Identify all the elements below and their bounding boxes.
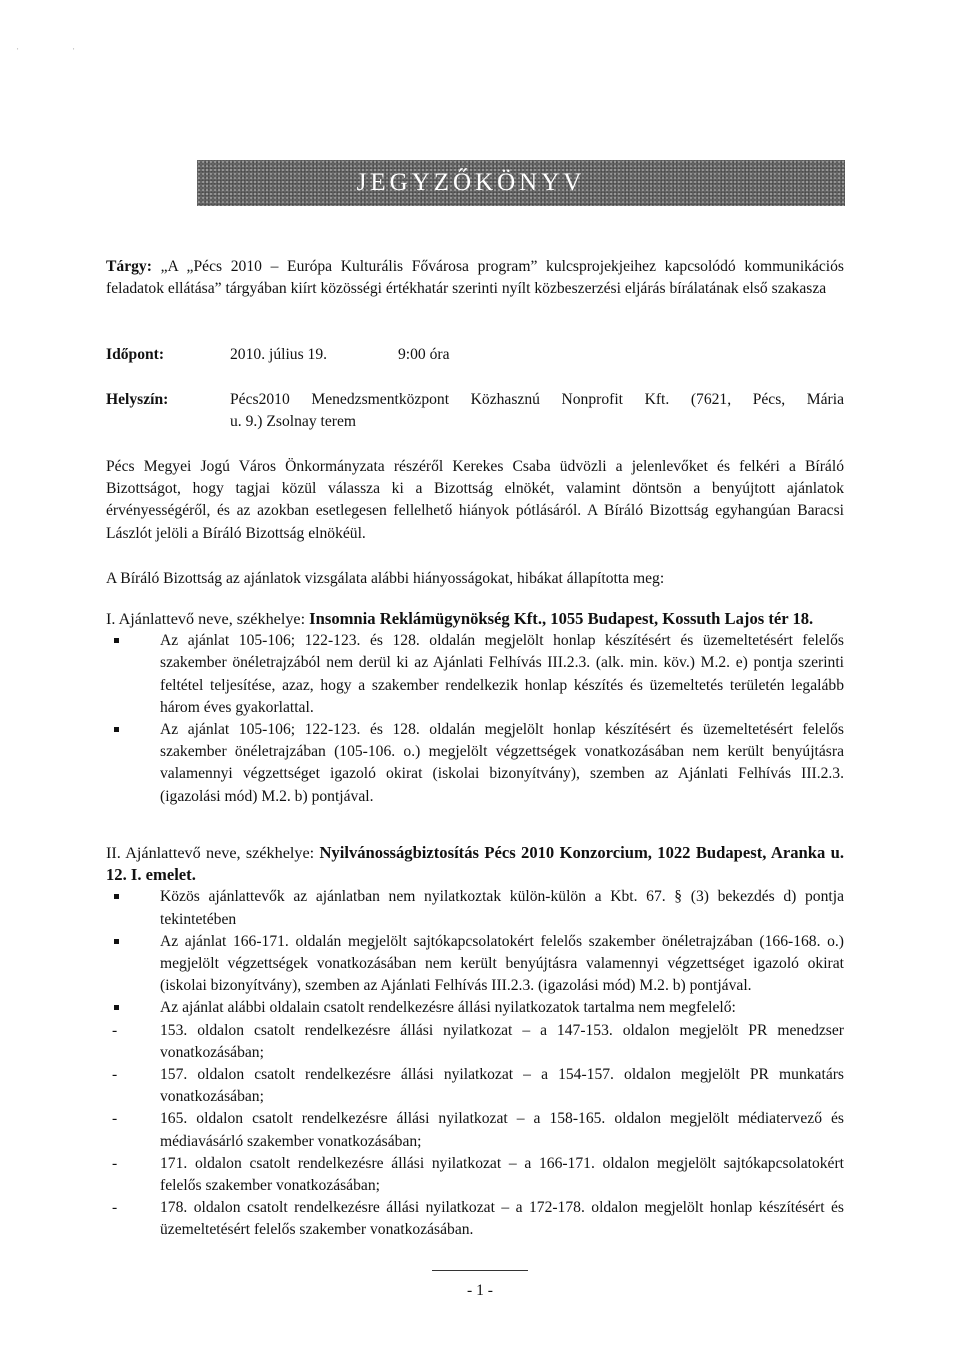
list-item: Az ajánlat 105-106; 122-123. és 128. oldalán megjelölt honlap készítésért és üzemeltetésért felelős szakember önéletrajzából nem derül ki az Ajánlati Felhívás III.2.3. (alk. min. köv.) M.2. e) pontja szerinti feltétel teljesítése, azaz, hogy a szakember rendelkezik honlap készítés és üzemeltetés területén legalább három éves gyakorlattal. (106, 630, 844, 719)
dash-marker: - (112, 1154, 118, 1172)
place-value (230, 389, 844, 433)
list-item: Az ajánlat 105-106; 122-123. és 128. oldalán megjelölt honlap készítésért és üzemeltetésért felelős szakember önéletrajzában (105-106. o.) megjelölt végzettségek vonatkozásában nem került benyújtásra valamennyi végzettséget igazoló okirat (iskolai bizonyítvány), szemben az Ajánlati Felhívás III.2.3. (igazolási mód) M.2. b) pontjával. (106, 719, 844, 808)
section-2-heading (106, 842, 844, 886)
section-2-list (106, 886, 844, 1019)
section-2-prefix: II. Ajánlattevő neve, székhelye: (106, 844, 320, 862)
list-item: Közös ajánlattevők az ajánlatban nem nyilatkoztak külön-külön a Kbt. 67. § (3) bekezdés d) pontja tekintetében (106, 886, 844, 930)
footer-rule (432, 1270, 528, 1271)
list-item: Az ajánlat 166-171. oldalán megjelölt sajtókapcsolatokért felelős szakember önéletrajzában (166-168. o.) megjelölt végzettségek vonatkozásában nem került benyújtásra valamennyi végzettséget igazoló okirat (iskolai bizonyítvány), szemben az Ajánlati Felhívás III.2.3. (igazolási mód) M.2. b) pontjával. (106, 931, 844, 998)
sub-list-item (106, 1197, 844, 1241)
intro-paragraph: Pécs Megyei Jogú Város Önkormányzata részéről Kerekes Csaba üdvözli a jelenlevőket és felkéri a Bíráló Bizottságot, hogy tagjai közül válassza ki a Bizottság elnökét, valamint döntsön a benyújtott ajánlatok érvényességéről, és az azokban esetlegesen fellelhető hiányok pótlásáról. A Bíráló Bizottság egyhangúan Baracsi Lászlót jelöli a Bíráló Bizottság elnökéül. (106, 458, 844, 542)
sub-list-item (106, 1020, 844, 1064)
dash-marker: - (112, 1199, 118, 1217)
findings-paragraph: A Bíráló Bizottság az ajánlatok vizsgálata alábbi hiányosságokat, hibákat állapította meg: (106, 570, 665, 587)
sub-list-text: 178. oldalon csatolt rendelkezésre állási nyilatkozat – a 172-178. oldalon megjelölt honlap készítésért és üzemeltetésért felelős szakember vonatkozásában. (160, 1199, 844, 1239)
section-1-list (106, 630, 844, 808)
place-label: Helyszín: (106, 391, 169, 408)
subject-label: Tárgy: (106, 258, 152, 275)
sub-list-item (106, 1064, 844, 1108)
date-value: 2010. július 19. (230, 346, 328, 363)
sub-list-text: 171. oldalon csatolt rendelkezésre állási nyilatkozat – a 166-171. oldalon megjelölt sajtókapcsolatokért felelős szakember vonatkozásában; (160, 1154, 844, 1195)
section-2-bidder: Nyilvánosságbiztosítás Pécs 2010 Konzorcium, 1022 Budapest, Aranka u. 12. I. emelet. (106, 843, 844, 885)
section-2-sublist (106, 1020, 844, 1242)
section-1-prefix: I. Ajánlattevő neve, székhelye: (106, 610, 310, 628)
section-1 (106, 608, 844, 808)
title-banner (197, 160, 845, 206)
document-title: JEGYZŐKÖNYV (356, 168, 586, 196)
sub-list-text: 165. oldalon csatolt rendelkezésre állási nyilatkozat – a 158-165. oldalon megjelölt médiatervező és médiavásárló szakember vonatkozásában; (160, 1110, 844, 1150)
dash-marker: - (112, 1021, 118, 1039)
scan-artifact-mark: ⋅ (16, 44, 20, 54)
sub-list-item (106, 1153, 844, 1197)
sub-list-item (106, 1108, 844, 1152)
subject-text: „A „Pécs 2010 – Európa Kulturális Fővárosa program” kulcsprojekjeihez kapcsolódó kommunikációs feladatok ellátása” tárgyában kiírt közösségi értékhatár szerinti nyílt közbeszerzési eljárás bírálatának első szakasza (106, 258, 844, 298)
dash-marker: - (112, 1110, 118, 1128)
section-1-heading (106, 608, 844, 630)
place-line-1: Pécs2010 Menedzsmentközpont Közhasznú Nonprofit Kft. (7621, Pécs, Mária (230, 391, 844, 408)
scan-artifact-mark: ⋅ (72, 44, 76, 54)
list-item: Az ajánlat alábbi oldalain csatolt rendelkezésre állási nyilatkozatok tartalma nem megfelelő: (106, 997, 844, 1019)
section-2 (106, 842, 844, 1242)
time-label: Időpont: (106, 346, 165, 363)
section-1-bidder: Insomnia Reklámügynökség Kft., 1055 Budapest, Kossuth Lajos tér 18. (309, 609, 814, 628)
time-value: 9:00 óra (398, 346, 450, 363)
sub-list-text: 157. oldalon csatolt rendelkezésre állási nyilatkozat – a 154-157. oldalon megjelölt PR munkatárs vonatkozásában; (160, 1066, 844, 1106)
page-number: - 1 - (467, 1282, 493, 1299)
sub-list-text: 153. oldalon csatolt rendelkezésre állási nyilatkozat – a 147-153. oldalon megjelölt PR menedzser vonatkozásában; (160, 1021, 844, 1061)
dash-marker: - (112, 1066, 118, 1084)
place-line-2: u. 9.) Zsolnay terem (230, 413, 357, 431)
subject-paragraph (106, 256, 844, 300)
